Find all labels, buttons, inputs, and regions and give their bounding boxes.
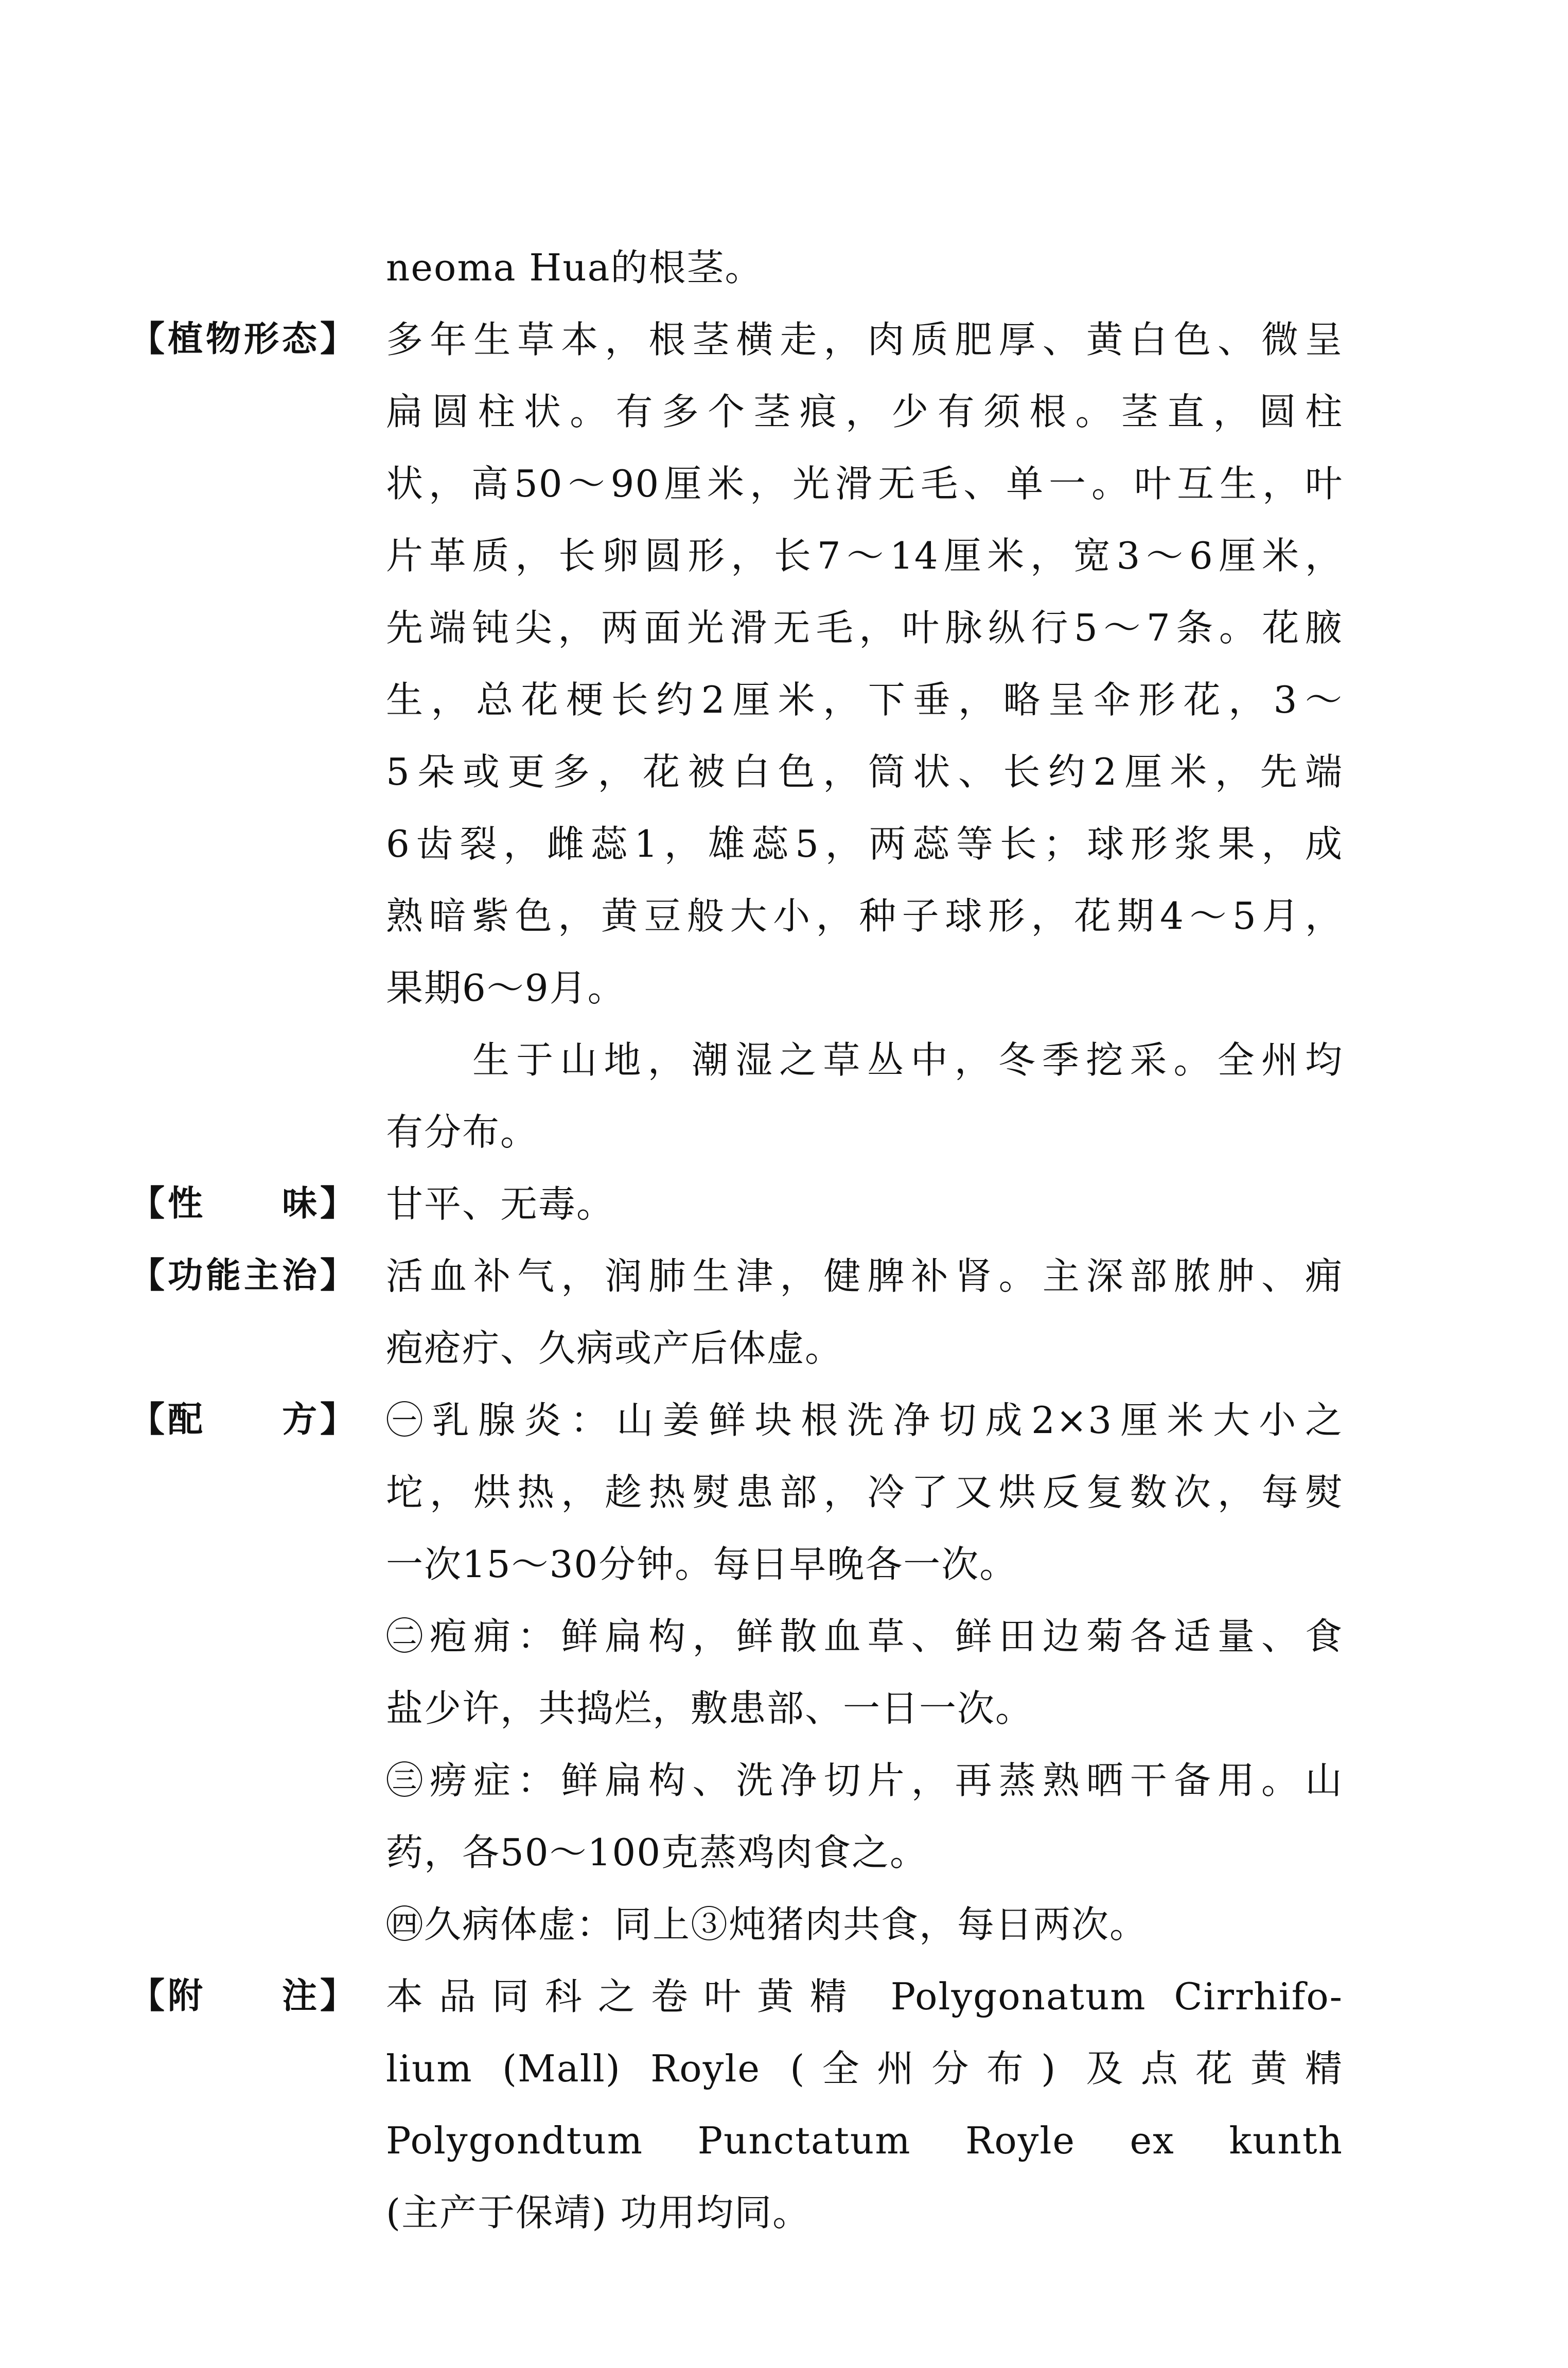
text-line: ㊀乳腺炎：山姜鲜块根洗净切成2×3厘米大小之 xyxy=(386,1399,1343,1442)
text-line: 果期6～9月。 xyxy=(386,966,626,1010)
section-label-morphology: 【植物形态】 xyxy=(130,319,359,360)
text-line: 多年生草本，根茎横走，肉质肥厚、黄白色、微呈 xyxy=(386,318,1343,361)
text-line: neoma Hua的根茎。 xyxy=(386,246,763,289)
text-line: ㊁疱痈：鲜扁构，鲜散血草、鲜田边菊各适量、食 xyxy=(386,1615,1343,1658)
text-line: 片革质，长卵圆形，长7～14厘米，宽3～6厘米， xyxy=(386,534,1343,577)
text-line: lium (Mall) Royle (全州分布) 及点花黄精 xyxy=(386,2047,1343,2090)
text-line: 5朵或更多，花被白色，筒状、长约2厘米，先端 xyxy=(386,750,1343,793)
text-line: 本品同科之卷叶黄精 Polygonatum Cirrhifo- xyxy=(386,1975,1343,2018)
text-line: ㊂痨症：鲜扁构、洗净切片，再蒸熟晒干备用。山 xyxy=(386,1759,1343,1802)
text-line: (主产于保靖) 功用均同。 xyxy=(386,2191,811,2234)
section-label-function: 【功能主治】 xyxy=(130,1256,359,1296)
text-line: 先端钝尖，两面光滑无毛，叶脉纵行5～7条。花腋 xyxy=(386,606,1343,649)
text-line: 疱疮疔、久病或产后体虚。 xyxy=(386,1327,843,1370)
text-line: 坨，烘热，趁热熨患部，冷了又烘反复数次，每熨 xyxy=(386,1471,1343,1514)
section-label-formula: 【配 方】 xyxy=(130,1400,359,1440)
text-line: 甘平、无毒。 xyxy=(386,1182,615,1226)
text-line: 药，各50～100克蒸鸡肉食之。 xyxy=(386,1831,928,1874)
text-line: 扁圆柱状。有多个茎痕，少有须根。茎直，圆柱 xyxy=(386,390,1343,433)
text-line: 有分布。 xyxy=(386,1110,539,1154)
section-label-note: 【附 注】 xyxy=(130,1976,359,2017)
text-line: 生于山地，潮湿之草丛中，冬季挖采。全州均 xyxy=(472,1038,1343,1082)
text-line: 熟暗紫色，黄豆般大小，种子球形，花期4～5月， xyxy=(386,894,1343,938)
text-line: 盐少许，共捣烂，敷患部、一日一次。 xyxy=(386,1687,1034,1730)
text-line: Polygondtum Punctatum Royle ex kunth xyxy=(386,2119,1343,2162)
text-line: ㊃久病体虚：同上③炖猪肉共食，每日两次。 xyxy=(386,1903,1148,1946)
text-line: 6齿裂，雌蕊1，雄蕊5，两蕊等长；球形浆果，成 xyxy=(386,822,1343,865)
text-line: 生，总花梗长约2厘米，下垂，略呈伞形花，3～ xyxy=(386,678,1343,721)
text-line: 活血补气，润肺生津，健脾补肾。主深部脓肿、痈 xyxy=(386,1254,1343,1298)
text-line: 状，高50～90厘米，光滑无毛、单一。叶互生，叶 xyxy=(386,462,1343,505)
text-line: 一次15～30分钟。每日早晚各一次。 xyxy=(386,1543,1018,1586)
section-label-taste: 【性 味】 xyxy=(130,1183,359,1224)
